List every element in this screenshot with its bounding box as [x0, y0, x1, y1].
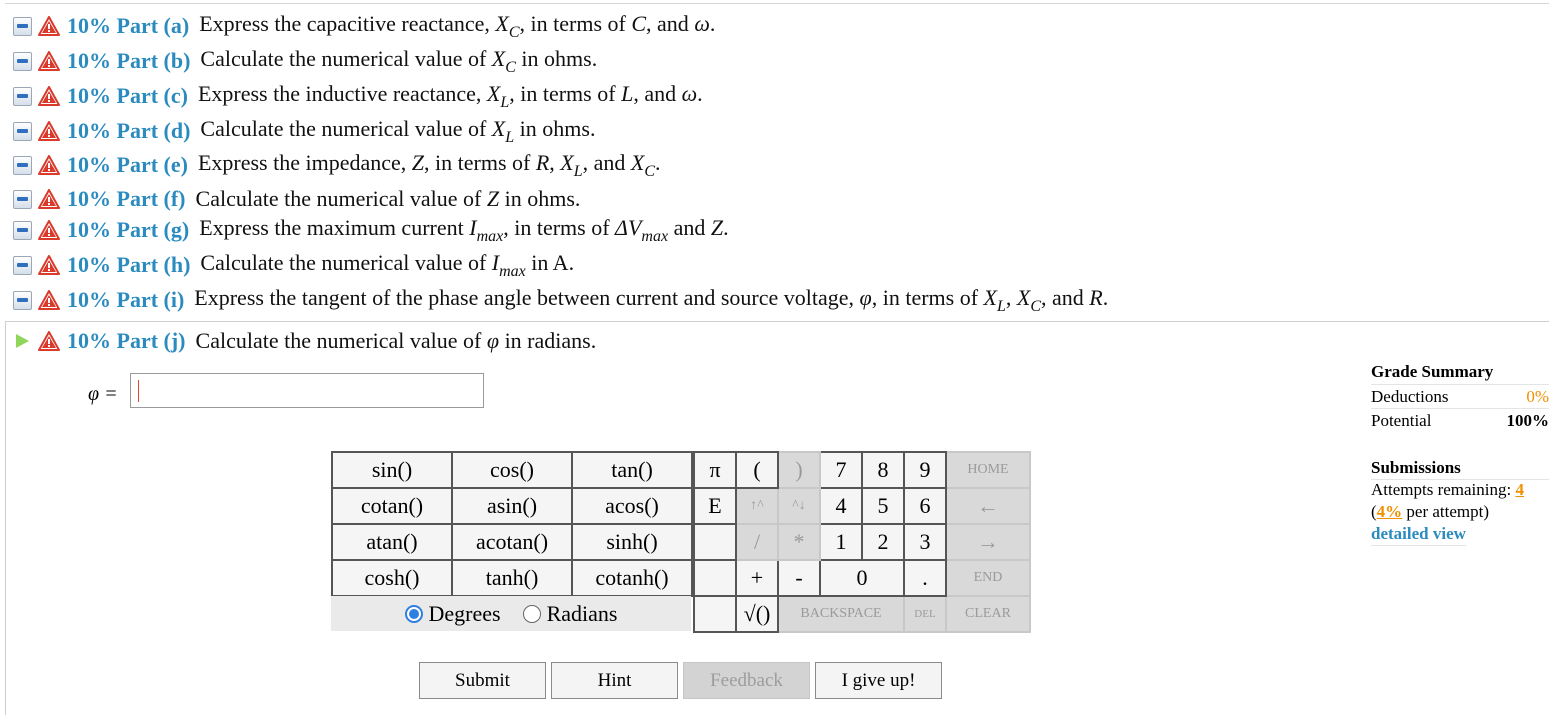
math-variable: ω	[681, 80, 698, 106]
radians-label: Radians	[546, 600, 618, 626]
expand-icon[interactable]	[13, 17, 32, 36]
part-text-segment: and	[668, 214, 711, 240]
part-text-segment: .	[709, 10, 716, 36]
key-8[interactable]: 8	[862, 452, 904, 488]
part-label: 10% Part (a)	[67, 13, 190, 38]
part-text-segment: Express the maximum current	[199, 214, 470, 240]
math-variable: X	[495, 10, 509, 36]
part-text	[199, 215, 728, 246]
part-row[interactable]	[13, 326, 596, 356]
part-row[interactable]	[13, 150, 661, 180]
part-row[interactable]	[13, 11, 715, 41]
part-label: 10% Part (d)	[67, 118, 191, 143]
math-variable: φ	[486, 328, 500, 353]
math-subscript: max	[499, 262, 526, 280]
text-caret	[138, 380, 139, 402]
expand-icon[interactable]	[13, 256, 32, 275]
part-label: 10% Part (e)	[67, 152, 188, 177]
part-text-segment: ,	[549, 149, 561, 175]
play-icon[interactable]	[13, 332, 32, 351]
minus-button[interactable]: -	[778, 560, 820, 596]
warning-icon	[38, 51, 60, 71]
math-subscript: C	[505, 58, 516, 76]
math-variable: X	[630, 149, 645, 175]
expand-icon[interactable]	[13, 221, 32, 240]
math-subscript: C	[1030, 297, 1042, 315]
give-up-button[interactable]: I give up!	[815, 662, 942, 699]
pi-button[interactable]: π	[694, 452, 736, 488]
math-variable: φ	[859, 284, 872, 310]
sin-button[interactable]: sin()	[332, 452, 452, 488]
part-text-segment: Express the inductive reactance,	[197, 80, 487, 106]
key-1[interactable]: 1	[820, 524, 862, 560]
acos-button[interactable]: acos()	[572, 488, 692, 524]
part-text-segment: Calculate the numerical value of	[195, 186, 487, 211]
deductions-row	[1371, 384, 1549, 408]
attempts-label: Attempts remaining:	[1371, 480, 1516, 499]
potential-label: Potential	[1371, 410, 1432, 430]
math-variable: X	[983, 284, 997, 310]
part-row[interactable]	[13, 81, 703, 111]
part-row[interactable]	[13, 184, 580, 214]
warning-icon	[38, 86, 60, 106]
math-variable: I	[469, 214, 477, 240]
part-text-segment: , in terms of	[871, 284, 984, 310]
math-subscript: L	[997, 297, 1006, 315]
hint-button[interactable]: Hint	[551, 662, 678, 699]
answer-input[interactable]	[130, 373, 484, 408]
warning-icon	[38, 255, 60, 275]
sinh-button[interactable]: sinh()	[572, 524, 692, 560]
math-variable: Z	[710, 214, 724, 240]
tan-button[interactable]: tan()	[572, 452, 692, 488]
key-7[interactable]: 7	[820, 452, 862, 488]
math-variable: X	[1016, 284, 1031, 310]
part-label: 10% Part (h)	[67, 252, 191, 277]
expand-icon[interactable]	[13, 87, 32, 106]
per-attempt-value: 4%	[1376, 502, 1403, 521]
part-text-segment: in radians.	[499, 328, 597, 353]
blank-key	[694, 560, 736, 596]
part-label: 10% Part (g)	[67, 217, 190, 242]
plus-button[interactable]: +	[736, 560, 778, 596]
detailed-view-link[interactable]: detailed view	[1371, 524, 1466, 546]
cos-button[interactable]: cos()	[452, 452, 572, 488]
expand-icon[interactable]	[13, 156, 32, 175]
math-variable: X	[491, 45, 506, 71]
part-text-segment: Express the capacitive reactance,	[199, 10, 496, 36]
key-5[interactable]: 5	[862, 488, 904, 524]
submissions-title: Submissions	[1371, 458, 1549, 480]
part-label: 10% Part (i)	[67, 287, 185, 312]
degrees-radio[interactable]	[405, 605, 423, 623]
submit-button[interactable]: Submit	[419, 662, 546, 699]
attempts-line	[1371, 480, 1549, 502]
part-label: 10% Part (f)	[67, 186, 186, 211]
math-variable: R	[535, 149, 550, 175]
part-text	[199, 11, 715, 42]
multiply-button[interactable]: *	[778, 524, 820, 560]
part-text	[196, 328, 597, 354]
math-variable: Z	[411, 149, 425, 175]
angle-mode	[331, 596, 691, 631]
math-subscript: L	[573, 162, 583, 180]
cotanh-button[interactable]: cotanh()	[572, 560, 692, 596]
part-text-segment: Calculate the numerical value of	[195, 328, 487, 353]
function-keypad	[331, 451, 693, 597]
part-text-segment: , in terms of	[509, 80, 622, 106]
key-9[interactable]: 9	[904, 452, 946, 488]
part-text	[200, 46, 597, 77]
left-arrow-icon[interactable]: ←	[946, 488, 1030, 524]
divide-button[interactable]: /	[736, 524, 778, 560]
key-3[interactable]: 3	[904, 524, 946, 560]
part-text	[194, 285, 1108, 316]
key-0[interactable]: 0	[820, 560, 904, 596]
expand-icon[interactable]	[13, 190, 32, 209]
asin-button[interactable]: asin()	[452, 488, 572, 524]
acotan-button[interactable]: acotan()	[452, 524, 572, 560]
home-button[interactable]: HOME	[946, 452, 1030, 488]
math-variable: R	[1089, 284, 1103, 310]
deductions-value: 0%	[1526, 386, 1549, 406]
part-text-segment: .	[655, 149, 661, 175]
down-arrow-icon[interactable]: ^↓	[778, 488, 820, 524]
tanh-button[interactable]: tanh()	[452, 560, 572, 596]
potential-row	[1371, 408, 1549, 432]
part-text	[200, 116, 595, 147]
warning-icon	[38, 121, 60, 141]
part-text-segment: , and	[633, 80, 682, 106]
submissions-panel	[1371, 458, 1549, 546]
blank-key	[694, 524, 736, 560]
math-variable: C	[631, 10, 647, 36]
expand-icon[interactable]	[13, 122, 32, 141]
backspace-button[interactable]: BACKSPACE	[778, 596, 904, 632]
part-text-segment: Calculate the numerical value of	[200, 45, 492, 71]
grade-summary-title: Grade Summary	[1371, 362, 1494, 381]
math-subscript: C	[508, 23, 520, 41]
top-border	[5, 3, 1549, 4]
dot-button[interactable]: .	[904, 560, 946, 596]
part-label: 10% Part (c)	[67, 83, 188, 108]
part-text-segment: Calculate the numerical value of	[200, 249, 492, 275]
part-text-segment: Calculate the numerical value of	[200, 115, 492, 141]
part-text-segment: ,	[1005, 284, 1017, 310]
warning-icon	[38, 290, 60, 310]
math-subscript: L	[500, 93, 510, 111]
part-text-segment: .	[1102, 284, 1109, 310]
expand-icon[interactable]	[13, 52, 32, 71]
part-text-segment: , and	[646, 10, 695, 36]
part-text-segment: Express the impedance,	[197, 149, 412, 175]
cosh-button[interactable]: cosh()	[332, 560, 452, 596]
active-part-border	[5, 321, 6, 715]
math-variable: X	[491, 115, 506, 141]
grade-summary	[1371, 362, 1549, 432]
part-text	[196, 186, 581, 212]
answer-label: φ =	[88, 383, 118, 405]
atan-button[interactable]: atan()	[332, 524, 452, 560]
math-variable: I	[491, 249, 500, 275]
feedback-button[interactable]: Feedback	[683, 662, 810, 699]
expand-icon[interactable]	[13, 291, 32, 310]
part-text-segment: , in terms of	[503, 214, 616, 240]
math-variable: Z	[486, 186, 500, 211]
math-subscript: C	[644, 162, 656, 180]
degrees-label: Degrees	[428, 600, 501, 626]
math-subscript: max	[476, 227, 504, 245]
numeric-keypad	[693, 451, 1031, 633]
end-button[interactable]: END	[946, 560, 1030, 596]
close-paren-button[interactable]: )	[778, 452, 820, 488]
part-label: 10% Part (b)	[67, 48, 191, 73]
attempts-value: 4	[1515, 480, 1524, 499]
math-variable: ΔV	[615, 214, 642, 240]
part-row[interactable]	[13, 46, 597, 76]
part-text-segment: in ohms.	[514, 115, 596, 141]
part-text	[198, 150, 661, 181]
key-2[interactable]: 2	[862, 524, 904, 560]
math-variable: X	[486, 80, 501, 106]
part-text-segment: in A.	[525, 249, 575, 275]
potential-value: 100%	[1506, 410, 1549, 430]
open-paren-button[interactable]: (	[736, 452, 778, 488]
math-subscript: max	[641, 227, 669, 245]
active-part-divider	[5, 321, 1549, 322]
part-label: 10% Part (j)	[67, 328, 186, 353]
blank-key	[694, 596, 736, 632]
detailed-view-line	[1371, 524, 1549, 546]
part-row[interactable]	[13, 215, 729, 245]
radians-radio[interactable]	[523, 605, 541, 623]
part-text-segment: , and	[582, 149, 631, 175]
part-row[interactable]	[13, 250, 574, 280]
per-close: per attempt)	[1402, 502, 1490, 521]
part-text-segment: .	[697, 80, 703, 106]
cotan-button[interactable]: cotan()	[332, 488, 452, 524]
part-row[interactable]	[13, 285, 1108, 315]
key-6[interactable]: 6	[904, 488, 946, 524]
sqrt-button[interactable]: √()	[736, 596, 778, 632]
warning-icon	[38, 331, 60, 351]
part-text	[200, 250, 574, 281]
per-attempt-line	[1371, 502, 1549, 524]
part-text-segment: , in terms of	[424, 149, 536, 175]
part-text-segment: in ohms.	[499, 186, 581, 211]
math-variable: ω	[694, 10, 710, 36]
per-open: (	[1371, 502, 1377, 521]
warning-icon	[38, 16, 60, 36]
up-arrow-icon[interactable]: ↑^	[736, 488, 778, 524]
part-text	[198, 81, 703, 112]
warning-icon	[38, 189, 60, 209]
clear-button[interactable]: CLEAR	[946, 596, 1030, 632]
part-text-segment: , in terms of	[519, 10, 632, 36]
warning-icon	[38, 155, 60, 175]
key-4[interactable]: 4	[820, 488, 862, 524]
part-row[interactable]	[13, 116, 595, 146]
math-subscript: L	[505, 128, 515, 146]
warning-icon	[38, 220, 60, 240]
part-text-segment: , and	[1041, 284, 1090, 310]
part-text-segment: in ohms.	[515, 45, 598, 71]
math-variable: L	[621, 80, 634, 106]
del-button[interactable]: DEL	[904, 596, 946, 632]
part-text-segment: Express the tangent of the phase angle between current and source voltage,	[194, 284, 860, 310]
e-button[interactable]: E	[694, 488, 736, 524]
part-text-segment: .	[723, 214, 729, 240]
math-variable: X	[560, 149, 574, 175]
right-arrow-icon[interactable]: →	[946, 524, 1030, 560]
deductions-label: Deductions	[1371, 386, 1449, 406]
